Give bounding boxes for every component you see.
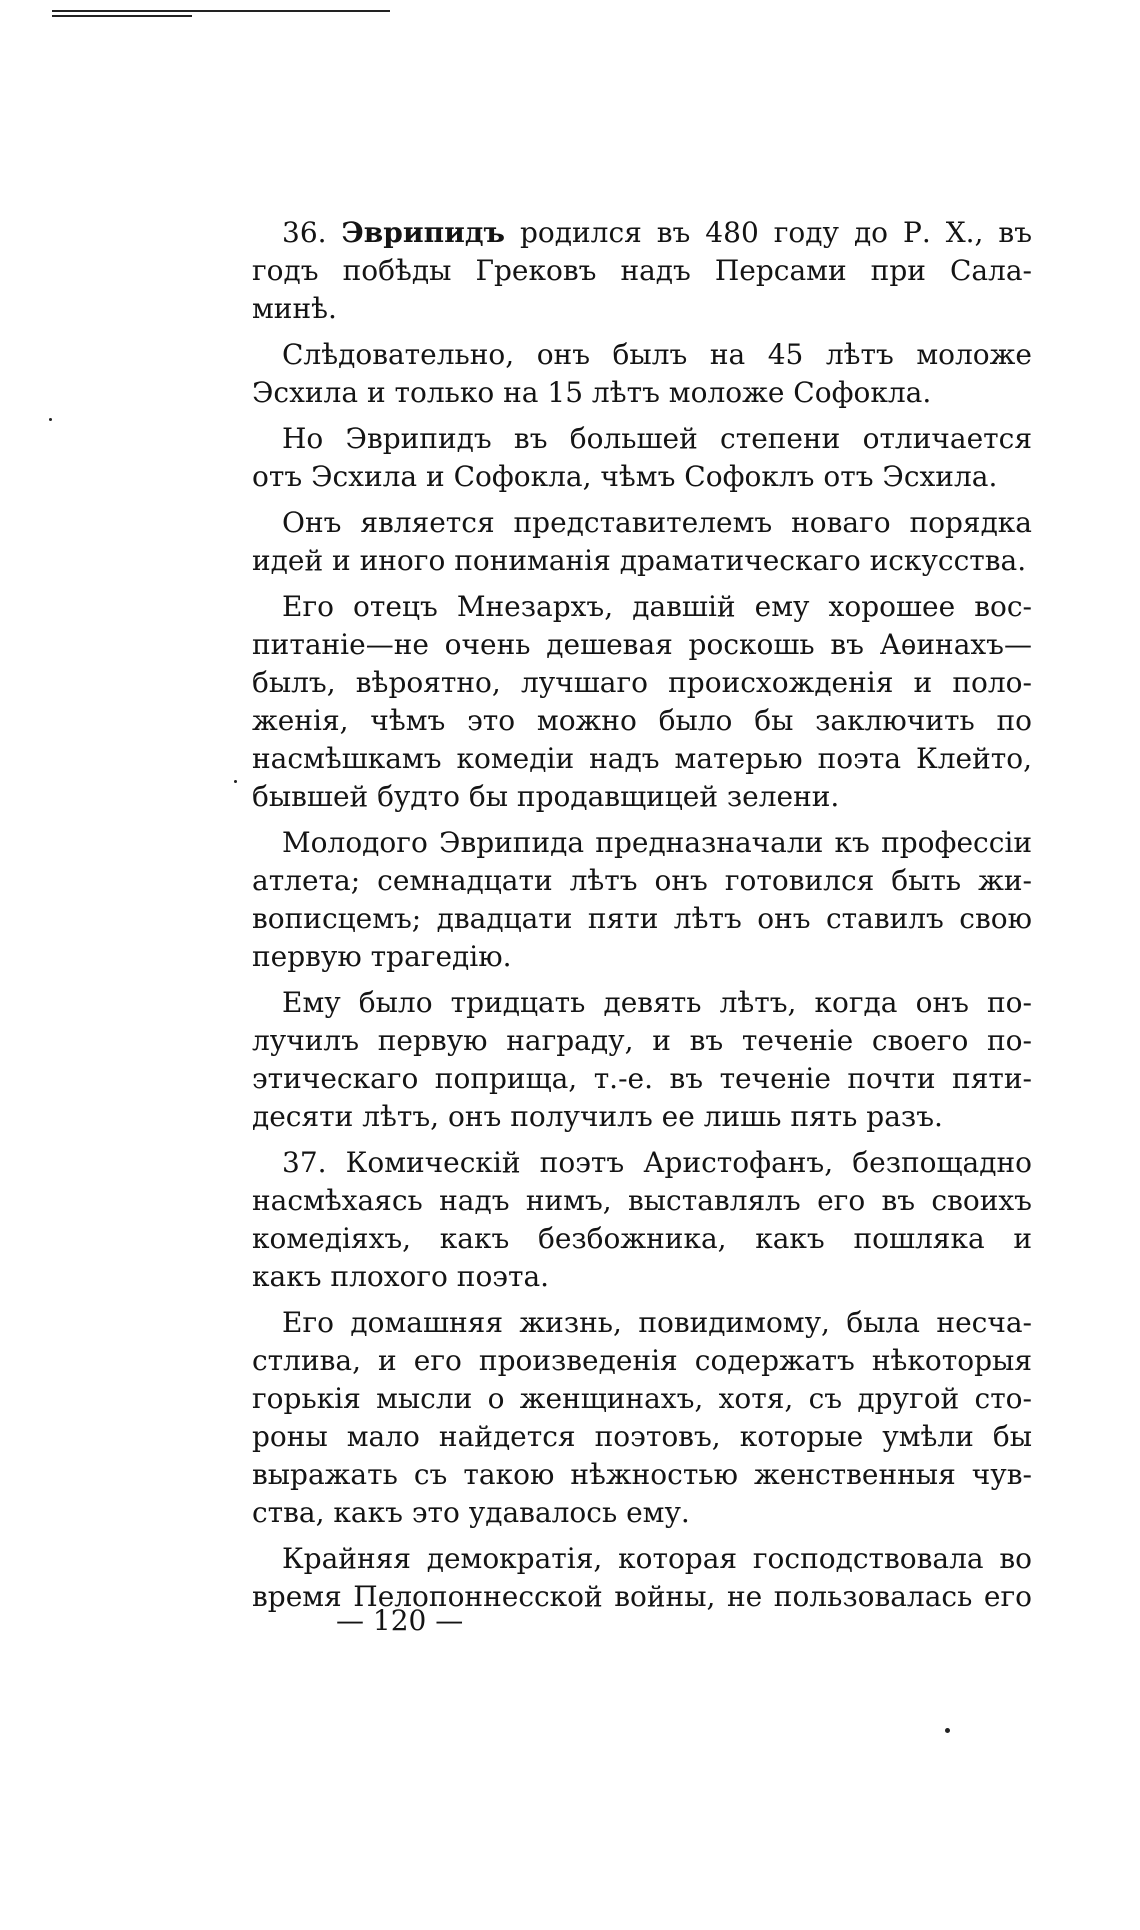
text-line: Слѣдовательно, онъ былъ на 45 лѣтъ моложе [282, 338, 1032, 371]
text-line: насмѣхаясь надъ нимъ, выставлялъ его въ своихъ [252, 1184, 1032, 1217]
text-line: Онъ является представителемъ новаго порядка [282, 506, 1032, 539]
text-line: десяти лѣтъ, онъ получилъ ее лишь пять разъ. [252, 1100, 943, 1133]
text-line: идей и иного пониманія драматическаго искусства. [252, 544, 1027, 577]
bold-heading: Эврипидъ [341, 216, 505, 249]
text-line: 37. Комическій поэтъ Аристофанъ, безпощадно [282, 1146, 1032, 1179]
text-line: женія, чѣмъ это можно было бы заключить по [252, 704, 1032, 737]
page-number: — 120 — [336, 1604, 464, 1637]
line-text: родился въ 480 году до Р. Х., въ [505, 216, 1033, 249]
text-line: былъ, вѣроятно, лучшаго происхожденія и поло- [252, 666, 1032, 699]
top-rule-short [52, 15, 192, 17]
text-line: Крайняя демократія, которая господствовала во [282, 1542, 1032, 1575]
paragraph [252, 336, 1032, 412]
paragraph [252, 984, 1032, 1136]
ink-speck [49, 418, 52, 421]
text-line: отъ Эсхила и Софокла, чѣмъ Софоклъ отъ Эсхила. [252, 460, 998, 493]
text-line [252, 214, 1032, 252]
paragraph-36 [252, 214, 1032, 328]
text-line: какъ плохого поэта. [252, 1260, 550, 1293]
text-line: минѣ. [252, 292, 337, 325]
section-number: 36. [282, 216, 342, 249]
text-line: атлета; семнадцати лѣтъ онъ готовился быть жи- [252, 864, 1032, 897]
page-body [252, 214, 1032, 1624]
paragraph [252, 420, 1032, 496]
paragraph [252, 588, 1032, 816]
paragraph [252, 824, 1032, 976]
text-line: Но Эврипидъ въ большей степени отличается [282, 422, 1032, 455]
text-line: Молодого Эврипида предназначали къ профессіи [282, 826, 1032, 859]
text-line: роны мало найдется поэтовъ, которые умѣли бы [252, 1420, 1032, 1453]
text-line: этическаго поприща, т.-е. въ теченіе почти пяти- [252, 1062, 1032, 1095]
text-line: вописцемъ; двадцати пяти лѣтъ онъ ставилъ свою [252, 902, 1032, 935]
text-line: первую трагедію. [252, 940, 512, 973]
ink-speck [945, 1728, 950, 1733]
ink-speck [234, 780, 237, 783]
text-line: Ему было тридцать девять лѣтъ, когда онъ по- [282, 986, 1032, 1019]
text-line: выражать съ такою нѣжностью женственныя чув- [252, 1458, 1032, 1491]
text-line: стлива, и его произведенія содержатъ нѣкоторыя [252, 1344, 1032, 1377]
text-line: комедіяхъ, какъ безбожника, какъ пошляка и [252, 1222, 1032, 1255]
paragraph-37 [252, 1144, 1032, 1296]
text-line: Его домашняя жизнь, повидимому, была несча- [282, 1306, 1032, 1339]
text-line: лучилъ первую награду, и въ теченіе своего по- [252, 1024, 1032, 1057]
text-line: Эсхила и только на 15 лѣтъ моложе Софокла. [252, 376, 932, 409]
text-line: насмѣшкамъ комедіи надъ матерью поэта Клейто, [252, 742, 1032, 775]
text-line: годъ побѣды Грековъ надъ Персами при Сала- [252, 254, 1032, 287]
text-line: питаніе—не очень дешевая роскошь въ Аѳинахъ— [252, 628, 1032, 661]
top-rule [52, 10, 390, 12]
text-line: горькія мысли о женщинахъ, хотя, съ другой сто- [252, 1382, 1032, 1415]
paragraph [252, 504, 1032, 580]
text-line: бывшей будто бы продавщицей зелени. [252, 780, 840, 813]
paragraph [252, 1304, 1032, 1532]
text-line: ства, какъ это удавалось ему. [252, 1496, 690, 1529]
text-line: время Пелопоннесской войны, не пользовалась его [252, 1580, 1032, 1613]
text-line: Его отецъ Мнезархъ, давшій ему хорошее вос- [282, 590, 1032, 623]
